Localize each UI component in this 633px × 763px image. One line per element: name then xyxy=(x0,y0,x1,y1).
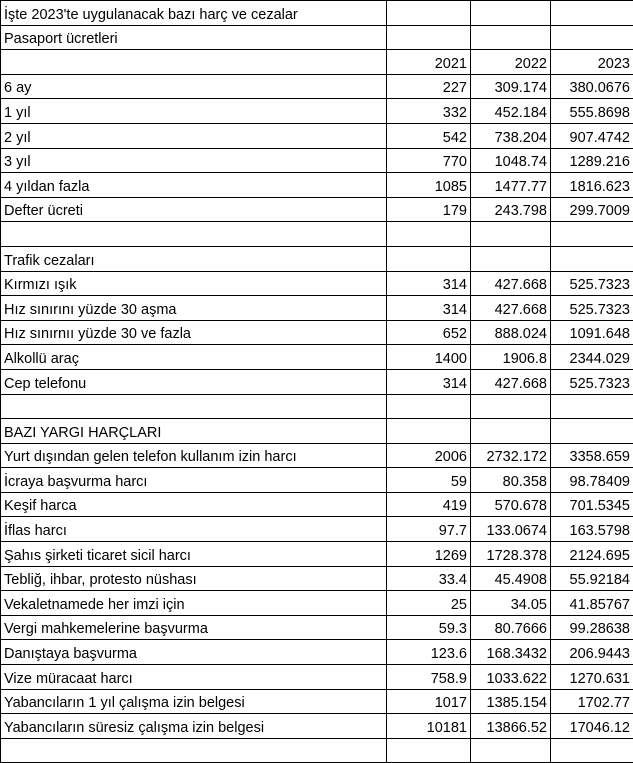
row-label[interactable]: Hız sınırnıı yüzde 30 ve fazla xyxy=(1,320,387,345)
empty-cell[interactable] xyxy=(551,222,633,247)
table-row xyxy=(1,74,633,99)
section-heading-trafik[interactable]: Trafik cezaları xyxy=(1,246,387,271)
value-2022[interactable]: 1728.378 xyxy=(471,542,551,567)
value-2023[interactable]: 701.5345 xyxy=(551,492,633,517)
value-2023[interactable]: 2344.029 xyxy=(551,345,633,370)
value-2022[interactable]: 1048.74 xyxy=(471,148,551,173)
row-label[interactable]: 4 yıldan fazla xyxy=(1,173,387,198)
value-2023[interactable]: 41.85767 xyxy=(551,591,633,616)
empty-cell[interactable] xyxy=(387,246,471,271)
row-label[interactable]: İcraya başvurma harcı xyxy=(1,468,387,493)
value-2023[interactable]: 525.7323 xyxy=(551,296,633,321)
empty-cell[interactable] xyxy=(551,394,633,419)
section-heading-pasaport[interactable]: Pasaport ücretleri xyxy=(1,25,387,50)
value-2023[interactable]: 299.7009 xyxy=(551,197,633,222)
empty-cell[interactable] xyxy=(387,1,471,26)
row-label[interactable]: Vize müracaat harcı xyxy=(1,665,387,690)
value-2021[interactable]: 33.4 xyxy=(387,566,471,591)
value-2021[interactable]: 1017 xyxy=(387,689,471,714)
row-label[interactable]: Hız sınırını yüzde 30 aşma xyxy=(1,296,387,321)
table-row xyxy=(1,345,633,370)
value-2023[interactable]: 555.8698 xyxy=(551,99,633,124)
value-2021[interactable]: 542 xyxy=(387,123,471,148)
value-2022[interactable]: 133.0674 xyxy=(471,517,551,542)
table-row xyxy=(1,148,633,173)
value-2022[interactable]: 168.3432 xyxy=(471,640,551,665)
value-2021[interactable]: 314 xyxy=(387,296,471,321)
row-label[interactable]: İflas harcı xyxy=(1,517,387,542)
value-2023[interactable]: 163.5798 xyxy=(551,517,633,542)
value-2021[interactable]: 59 xyxy=(387,468,471,493)
value-2022[interactable]: 452.184 xyxy=(471,99,551,124)
value-2021[interactable]: 1269 xyxy=(387,542,471,567)
value-2022[interactable]: 309.174 xyxy=(471,74,551,99)
table-row xyxy=(1,615,633,640)
value-2022[interactable]: 1477.77 xyxy=(471,173,551,198)
section-heading-row xyxy=(1,246,633,271)
value-2022[interactable]: 1033.622 xyxy=(471,665,551,690)
value-2021[interactable]: 1085 xyxy=(387,173,471,198)
value-2022[interactable]: 1385.154 xyxy=(471,689,551,714)
row-label[interactable]: Alkollü araç xyxy=(1,345,387,370)
empty-cell[interactable] xyxy=(471,25,551,50)
row-label[interactable]: Danıştaya başvurma xyxy=(1,640,387,665)
row-label[interactable]: 1 yıl xyxy=(1,99,387,124)
empty-cell[interactable] xyxy=(551,419,633,444)
value-2021[interactable]: 227 xyxy=(387,74,471,99)
table-row xyxy=(1,591,633,616)
value-2021[interactable]: 652 xyxy=(387,320,471,345)
title-row xyxy=(1,1,633,26)
table-row xyxy=(1,517,633,542)
year-header-2023[interactable]: 2023 xyxy=(551,50,633,75)
table-row xyxy=(1,714,633,739)
row-label[interactable]: Şahıs şirketi ticaret sicil harcı xyxy=(1,542,387,567)
value-2022[interactable]: 34.05 xyxy=(471,591,551,616)
value-2023[interactable]: 206.9443 xyxy=(551,640,633,665)
year-header-2022[interactable]: 2022 xyxy=(471,50,551,75)
table-row xyxy=(1,99,633,124)
value-2021[interactable]: 97.7 xyxy=(387,517,471,542)
value-2023[interactable]: 3358.659 xyxy=(551,443,633,468)
value-2023[interactable]: 1702.77 xyxy=(551,689,633,714)
value-2023[interactable]: 2124.695 xyxy=(551,542,633,567)
row-label[interactable]: Yabancıların süresiz çalışma izin belgesi xyxy=(1,714,387,739)
row-label[interactable]: Vergi mahkemelerine başvurma xyxy=(1,615,387,640)
value-2022[interactable]: 45.4908 xyxy=(471,566,551,591)
value-2022[interactable]: 570.678 xyxy=(471,492,551,517)
value-2022[interactable]: 427.668 xyxy=(471,296,551,321)
value-2021[interactable]: 758.9 xyxy=(387,665,471,690)
table-row xyxy=(1,566,633,591)
value-2021[interactable]: 419 xyxy=(387,492,471,517)
empty-cell[interactable] xyxy=(387,394,471,419)
value-2023[interactable]: 525.7323 xyxy=(551,369,633,394)
value-2021[interactable]: 123.6 xyxy=(387,640,471,665)
row-label[interactable]: 2 yıl xyxy=(1,123,387,148)
value-2022[interactable]: 427.668 xyxy=(471,271,551,296)
value-2021[interactable]: 1400 xyxy=(387,345,471,370)
value-2023[interactable]: 1816.623 xyxy=(551,173,633,198)
table-row xyxy=(1,468,633,493)
table-row xyxy=(1,271,633,296)
value-2022[interactable]: 80.7666 xyxy=(471,615,551,640)
value-2021[interactable]: 770 xyxy=(387,148,471,173)
value-2021[interactable]: 179 xyxy=(387,197,471,222)
section-heading-row xyxy=(1,25,633,50)
row-label[interactable]: Cep telefonu xyxy=(1,369,387,394)
empty-cell[interactable] xyxy=(551,738,633,763)
empty-cell[interactable] xyxy=(1,738,387,763)
value-2021[interactable]: 314 xyxy=(387,369,471,394)
table-row xyxy=(1,665,633,690)
table-row xyxy=(1,492,633,517)
table-row xyxy=(1,173,633,198)
value-2022[interactable]: 13866.52 xyxy=(471,714,551,739)
empty-cell[interactable] xyxy=(471,246,551,271)
row-label[interactable]: 3 yıl xyxy=(1,148,387,173)
value-2021[interactable]: 2006 xyxy=(387,443,471,468)
sheet-title[interactable]: İşte 2023'te uygulanacak bazı harç ve cezalar xyxy=(1,1,387,26)
empty-cell[interactable] xyxy=(551,1,633,26)
table-row xyxy=(1,369,633,394)
value-2023[interactable]: 55.92184 xyxy=(551,566,633,591)
table-row xyxy=(1,123,633,148)
row-label[interactable]: Tebliğ, ihbar, protesto nüshası xyxy=(1,566,387,591)
empty-cell[interactable] xyxy=(471,394,551,419)
empty-cell[interactable] xyxy=(387,25,471,50)
value-2021[interactable]: 10181 xyxy=(387,714,471,739)
value-2023[interactable]: 17046.12 xyxy=(551,714,633,739)
value-2023[interactable]: 525.7323 xyxy=(551,271,633,296)
table-body xyxy=(1,1,633,763)
value-2023[interactable]: 380.0676 xyxy=(551,74,633,99)
row-label[interactable]: 6 ay xyxy=(1,74,387,99)
value-2022[interactable]: 427.668 xyxy=(471,369,551,394)
row-label[interactable]: Kırmızı ışık xyxy=(1,271,387,296)
value-2023[interactable]: 1270.631 xyxy=(551,665,633,690)
year-header-2021[interactable]: 2021 xyxy=(387,50,471,75)
value-2022[interactable]: 80.358 xyxy=(471,468,551,493)
empty-cell[interactable] xyxy=(1,222,387,247)
value-2023[interactable]: 99.28638 xyxy=(551,615,633,640)
section-heading-yargi[interactable]: BAZI YARGI HARÇLARI xyxy=(1,419,387,444)
year-header-row xyxy=(1,50,633,75)
empty-cell[interactable] xyxy=(471,738,551,763)
value-2023[interactable]: 98.78409 xyxy=(551,468,633,493)
section-heading-row xyxy=(1,419,633,444)
table-row xyxy=(1,443,633,468)
empty-row xyxy=(1,222,633,247)
empty-cell[interactable] xyxy=(471,222,551,247)
row-label[interactable]: Defter ücreti xyxy=(1,197,387,222)
value-2022[interactable]: 1906.8 xyxy=(471,345,551,370)
value-2022[interactable]: 243.798 xyxy=(471,197,551,222)
row-label[interactable]: Vekaletnamede her imzi için xyxy=(1,591,387,616)
empty-cell[interactable] xyxy=(387,738,471,763)
empty-cell[interactable] xyxy=(551,246,633,271)
empty-row xyxy=(1,738,633,763)
empty-cell[interactable] xyxy=(551,25,633,50)
empty-cell[interactable] xyxy=(387,222,471,247)
value-2022[interactable]: 738.204 xyxy=(471,123,551,148)
row-label[interactable]: Keşif harca xyxy=(1,492,387,517)
row-label[interactable]: Yurt dışından gelen telefon kullanım izin harcı xyxy=(1,443,387,468)
empty-cell[interactable] xyxy=(1,394,387,419)
table-row xyxy=(1,320,633,345)
value-2023[interactable]: 1091.648 xyxy=(551,320,633,345)
value-2021[interactable]: 25 xyxy=(387,591,471,616)
empty-row xyxy=(1,394,633,419)
empty-cell[interactable] xyxy=(1,50,387,75)
value-2021[interactable]: 59.3 xyxy=(387,615,471,640)
empty-cell[interactable] xyxy=(471,419,551,444)
empty-cell[interactable] xyxy=(471,1,551,26)
value-2022[interactable]: 2732.172 xyxy=(471,443,551,468)
table-row xyxy=(1,296,633,321)
table-row xyxy=(1,640,633,665)
value-2022[interactable]: 888.024 xyxy=(471,320,551,345)
value-2023[interactable]: 1289.216 xyxy=(551,148,633,173)
value-2021[interactable]: 332 xyxy=(387,99,471,124)
row-label[interactable]: Yabancıların 1 yıl çalışma izin belgesi xyxy=(1,689,387,714)
value-2023[interactable]: 907.4742 xyxy=(551,123,633,148)
table-row xyxy=(1,197,633,222)
table-row xyxy=(1,542,633,567)
empty-cell[interactable] xyxy=(387,419,471,444)
table-row xyxy=(1,689,633,714)
value-2021[interactable]: 314 xyxy=(387,271,471,296)
